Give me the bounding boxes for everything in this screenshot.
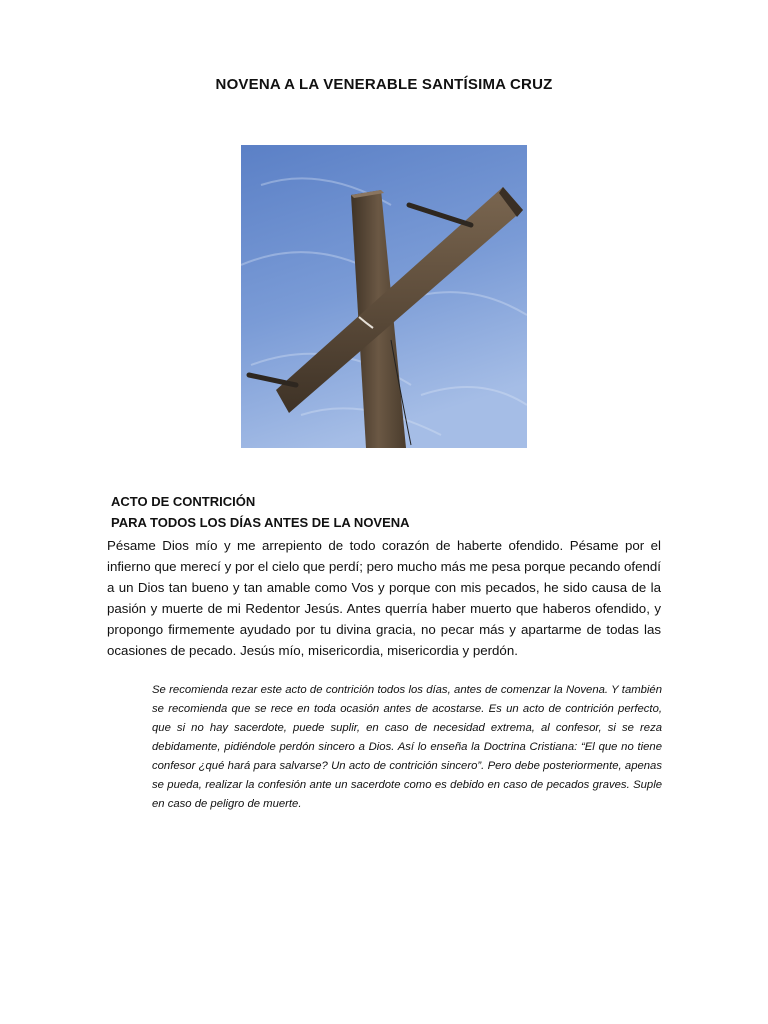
cross-photo — [241, 145, 527, 448]
heading-acto-de-contricion: ACTO DE CONTRICIÓN — [111, 494, 256, 509]
prayer-paragraph: Pésame Dios mío y me arrepiento de todo corazón de haberte ofendido. Pésame por el infierno que merecí y por el cielo que perdí; pero mucho más me pesa porque pecando ofendí a un Dios tan bueno y tan amable como Vos y porque con mis pecados, he sido causa de la pasión y muerte de mi Redentor Jesús. Antes querría haber muerto que haberos ofendido, y propongo firmemente ayudado por tu divina gracia, no pecar más y apartarme de todas las ocasiones de pecado. Jesús mío, misericordia, misericordia y perdón. — [107, 538, 661, 658]
note-paragraph: Se recomienda rezar este acto de contrición todos los días, antes de comenzar la Novena. Y también se recomienda que se rece en toda ocasión antes de acostarse. Es un acto de contrición perfecto, que si no hay sacerdote, puede suplir, en caso de necesidad extrema, al confesor, si se reza debidamente, pidiéndole perdón sincero a Dios. Así lo enseña la Doctrina Cristiana: “El que no tiene confesor ¿qué hará para salvarse? Un acto de contrición sincero”. Pero debe posteriormente, apenas se pueda, realizar la confesión ante un sacerdote como es debido en caso de pecados graves. Suple en caso de peligro de muerte. — [152, 684, 662, 810]
document-title: NOVENA A LA VENERABLE SANTÍSIMA CRUZ — [215, 76, 553, 93]
heading-para-todos-los-dias: PARA TODOS LOS DÍAS ANTES DE LA NOVENA — [111, 515, 410, 530]
